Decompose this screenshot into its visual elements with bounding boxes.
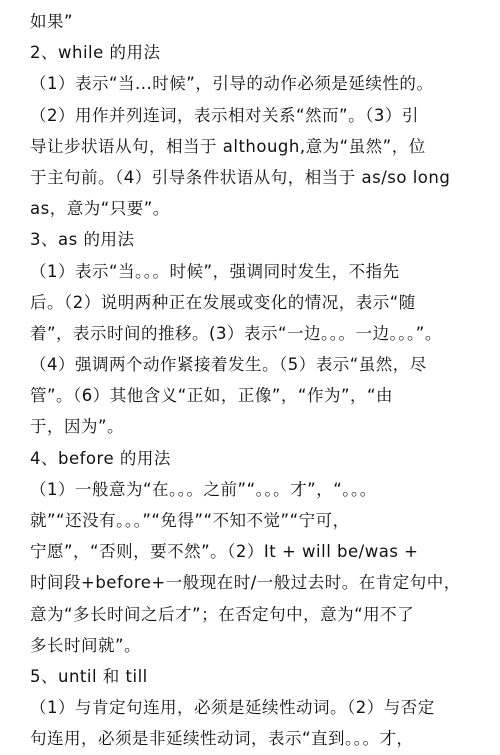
section-heading-as: 3、as 的用法 <box>30 230 135 250</box>
section-heading-before: 4、before 的用法 <box>30 448 171 468</box>
text-line: 时间段+before+一般现在时/一般过去时。在肯定句中， <box>30 573 461 593</box>
text-line: 如果” <box>30 12 74 31</box>
text-line: （4）强调两个动作紧接着发生。（5）表示“虽然，尽 <box>30 355 427 375</box>
text-line: （1）表示“当。。。时候”，强调同时发生，不指先 <box>30 261 400 281</box>
text-line: （1）表示“当...时候”，引导的动作必须是延续性的。 <box>30 74 434 94</box>
section-heading-until-till: 5、until 和 till <box>30 666 148 686</box>
text-line: 后。（2）说明两种正在发展或变化的情况，表示“随 <box>30 292 416 312</box>
text-line: 宁愿”，“否则，要不然”。（2）It + will be/was + <box>30 542 419 562</box>
text-line: 着”，表示时间的推移。(3）表示“一边。。。一边。。。”。 <box>30 323 442 343</box>
text-line: （1）与肯定句连用，必须是延续性动词。（2）与否定 <box>30 698 435 718</box>
text-line: as，意为“只要”。 <box>30 199 170 219</box>
text-line: 就”“还没有。。。”“免得”“不知不觉”“宁可， <box>30 511 350 530</box>
text-line: 意为“多长时间之后才”；在否定句中，意为“用不了 <box>30 604 415 624</box>
section-heading-while: 2、while 的用法 <box>30 43 161 63</box>
text-line: 管”。（6）其他含义“正如，正像”，“作为”，“由 <box>30 386 394 406</box>
text-line: 导让步状语从句，相当于 although,意为“虽然”，位 <box>30 136 426 156</box>
text-line: 于，因为”。 <box>30 417 125 437</box>
text-line: （2）用作并列连词，表示相对关系“然而”。（3）引 <box>30 105 419 125</box>
text-line: 于主句前。（4）引导条件状语从句，相当于 as/so long <box>30 167 451 187</box>
text-line: 多长时间就”。 <box>30 635 142 655</box>
text-line: 句连用，必须是非延续性动词，表示“直到。。。才， <box>30 729 414 749</box>
text-line: （1）一般意为“在。。。之前”“。。。才”，“。。。 <box>30 479 377 499</box>
